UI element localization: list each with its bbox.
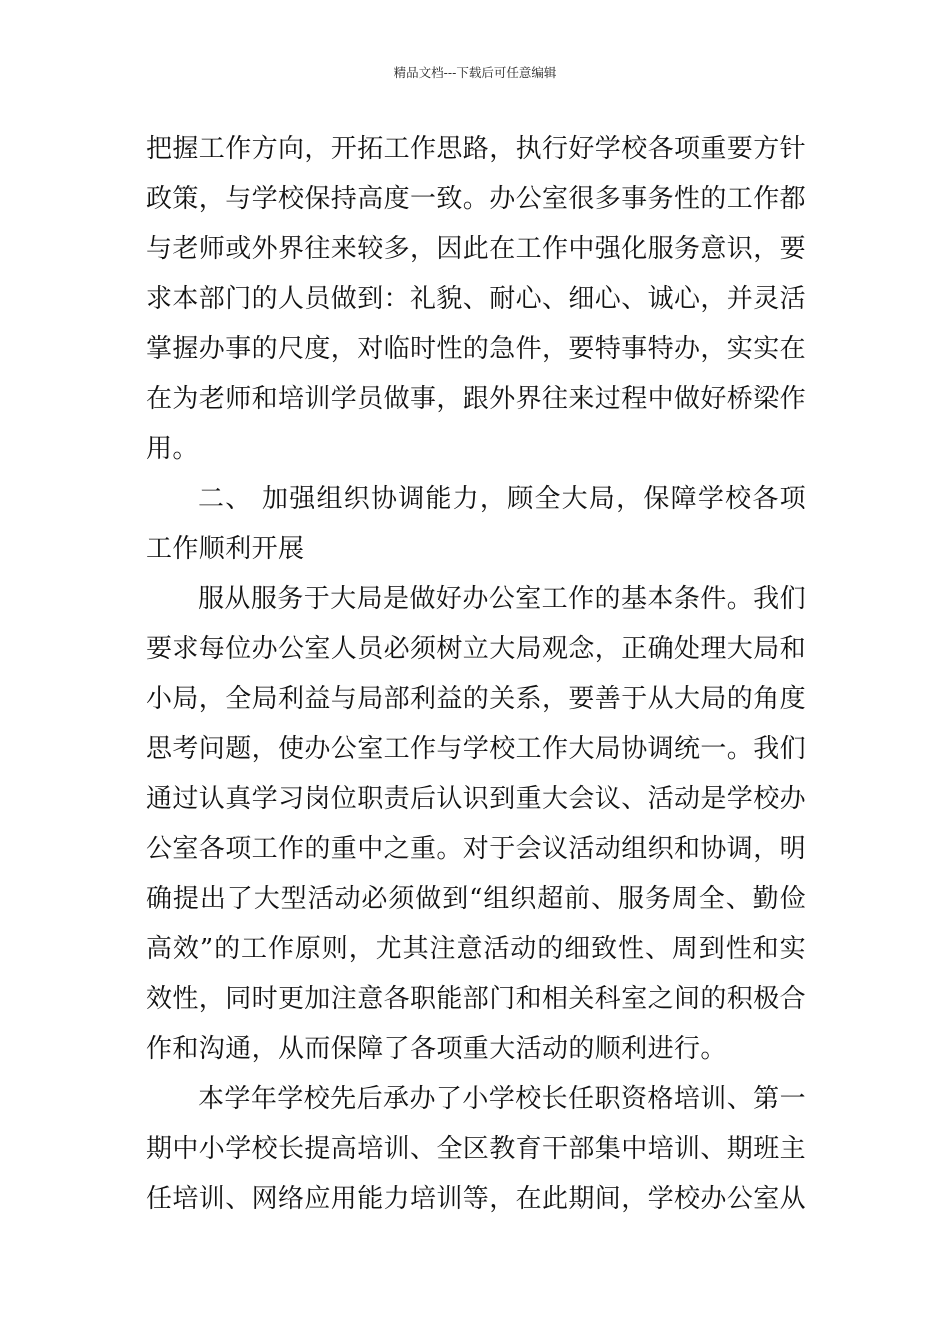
- paragraph-training: 本学年学校先后承办了小学校长任职资格培训、第一期中小学校长提高培训、全区教育干部集中培训、期班主任培训、网络应用能力培训等，在此期间，学校办公室从: [146, 1084, 807, 1214]
- paragraph-continuation: 把握工作方向，开拓工作思路，执行好学校各项重要方针政策，与学校保持高度一致。办公室很多事务性的工作都与老师或外界往来较多，因此在工作中强化服务意识，要求本部门的人员做到：礼貌、耐心、细心、诚心，并灵活掌握办事的尺度，对临时性的急件，要特事特办，实实在在为老师和培训学员做事，跟外界往来过程中做好桥梁作用。: [146, 134, 807, 464]
- paragraph-big-picture: 服从服务于大局是做好办公室工作的基本条件。我们要求每位办公室人员必须树立大局观念，正确处理大局和小局，全局利益与局部利益的关系，要善于从大局的角度思考问题，使办公室工作与学校工作大局协调统一。我们通过认真学习岗位职责后认识到重大会议、活动是学校办公室各项工作的重中之重。对于会议活动组织和协调，明确提出了大型活动必须做到“组织超前、服务周全、勤俭高效”的工作原则，尤其注意活动的细致性、周到性和实效性，同时更加注意各职能部门和相关科室之间的积极合作和沟通，从而保障了各项重大活动的顺利进行。: [146, 584, 807, 1064]
- document-body: [146, 124, 806, 1224]
- section-heading-2: 二、 加强组织协调能力，顾全大局，保障学校各项工作顺利开展: [146, 484, 806, 564]
- page-header: 精品文档---下载后可任意编辑: [393, 65, 557, 80]
